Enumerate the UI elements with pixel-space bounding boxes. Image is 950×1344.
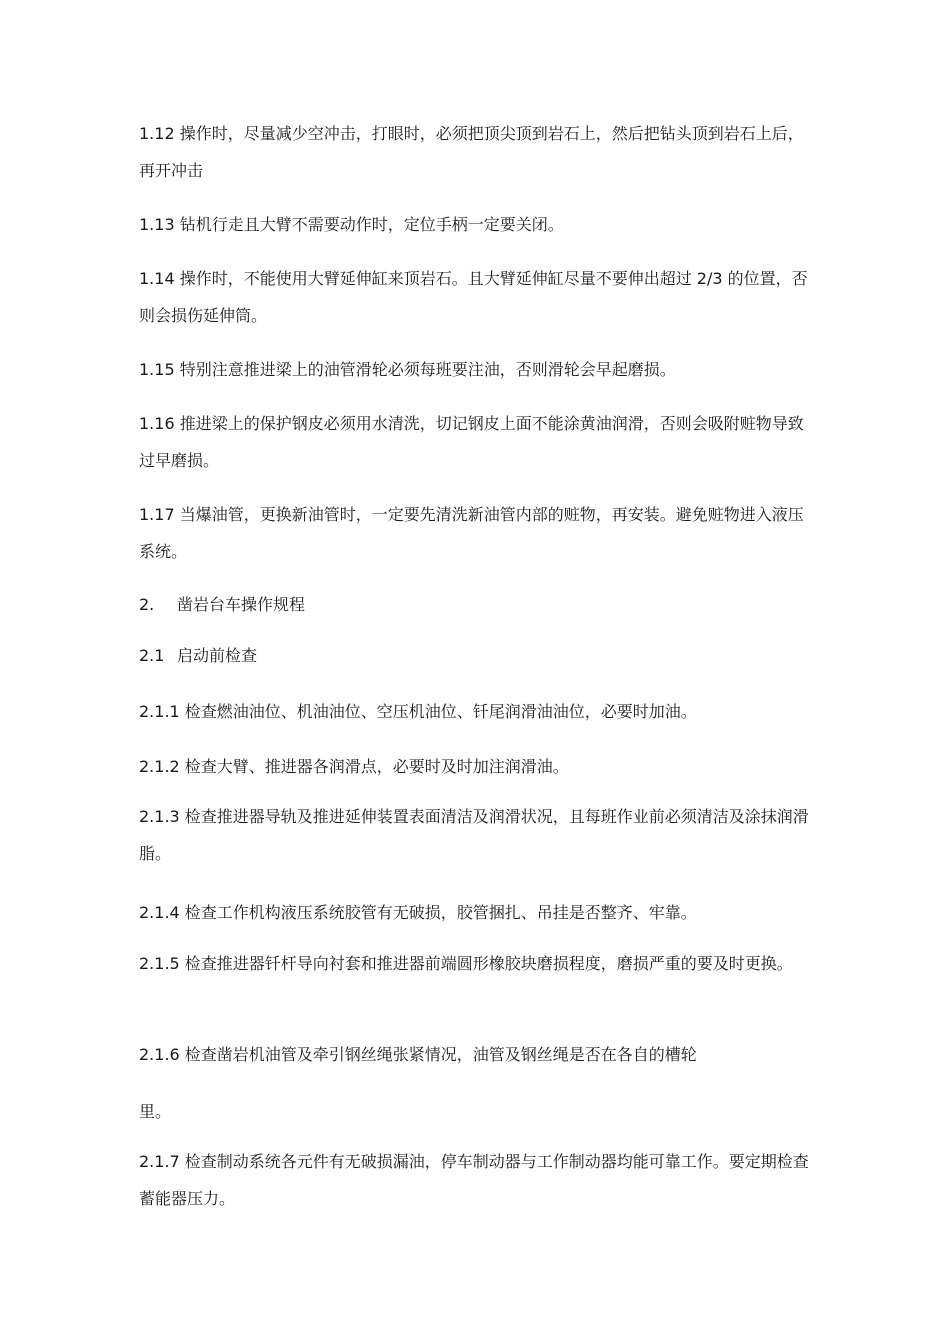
item-2-1-3: 2.1.3 检查推进器导轨及推进延伸装置表面清洁及润滑状况，且每班作业前必须清洁及涂抹润滑脂。 bbox=[139, 807, 809, 863]
section-title: 凿岩台车操作规程 bbox=[177, 595, 306, 614]
item-2-1-5: 2.1.5 检查推进器钎杆导向衬套和推进器前端圆形橡胶块磨损程度，磨损严重的要及时更换。 bbox=[139, 954, 793, 973]
paragraph-1-13: 1.13 钻机行走且大臂不需要动作时，定位手柄一定要关闭。 bbox=[139, 215, 564, 234]
subsection-title: 启动前检查 bbox=[177, 646, 258, 665]
item-2-1-2: 2.1.2 检查大臂、推进器各润滑点，必要时及时加注润滑油。 bbox=[139, 757, 569, 776]
item-2-1-6-continued: 里。 bbox=[139, 1102, 172, 1121]
section-number: 2. bbox=[139, 595, 155, 614]
item-2-1-1: 2.1.1 检查燃油油位、机油油位、空压机油位、钎尾润滑油油位，必要时加油。 bbox=[139, 702, 697, 721]
section-heading-2 bbox=[139, 586, 815, 623]
paragraph-1-14: 1.14 操作时，不能使用大臂延伸缸来顶岩石。且大臂延伸缸尽量不要伸出超过 2/3 的位置，否则会损伤延伸筒。 bbox=[139, 269, 808, 325]
item-2-1-7: 2.1.7 检查制动系统各元件有无破损漏油，停车制动器与工作制动器均能可靠工作。要定期检查蓄能器压力。 bbox=[139, 1152, 809, 1208]
paragraph-1-16: 1.16 推进梁上的保护钢皮必须用水清洗，切记钢皮上面不能涂黄油润滑，否则会吸附赃物导致过早磨损。 bbox=[139, 414, 804, 470]
paragraph-1-15: 1.15 特别注意推进梁上的油管滑轮必须每班要注油，否则滑轮会早起磨损。 bbox=[139, 360, 676, 379]
paragraph-1-17: 1.17 当爆油管，更换新油管时，一定要先清洗新油管内部的赃物，再安装。避免赃物进入液压系统。 bbox=[139, 505, 804, 561]
item-2-1-6: 2.1.6 检查凿岩机油管及牵引钢丝绳张紧情况，油管及钢丝绳是否在各自的槽轮 bbox=[139, 1045, 697, 1064]
section-heading-2-1 bbox=[139, 637, 815, 674]
subsection-number: 2.1 bbox=[139, 646, 165, 665]
paragraph-1-12: 1.12 操作时，尽量减少空冲击，打眼时，必须把顶尖顶到岩石上，然后把钻头顶到岩石上后，再开冲击 bbox=[139, 124, 804, 180]
item-2-1-4: 2.1.4 检查工作机构液压系统胶管有无破损，胶管捆扎、吊挂是否整齐、牢靠。 bbox=[139, 903, 697, 922]
